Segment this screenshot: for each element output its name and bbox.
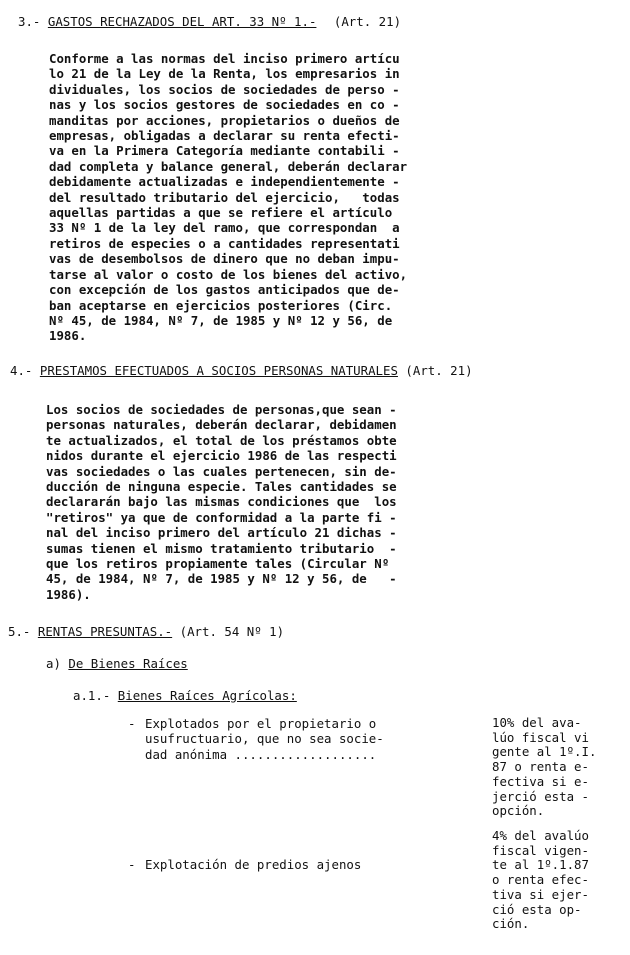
section-3-body	[49, 51, 407, 344]
text-line: debidamente actualizadas e independientemente -	[49, 174, 400, 190]
text-line: vas sociedades o las cuales pertenecen, sin de-	[46, 463, 397, 479]
text-line: ció esta op-	[492, 901, 582, 917]
text-line: Conforme a las normas del inciso primero artícu	[49, 51, 400, 66]
text-line: 33 Nº 1 de la ley del ramo, que correspondan a	[49, 220, 400, 236]
text-line: Explotados por el propietario o	[145, 716, 377, 731]
text-line: 45, de 1984, Nº 7, de 1985 y Nº 12 y 56, de -	[46, 571, 397, 587]
text-line: manditas por acciones, propietarios o dueños de	[49, 112, 400, 128]
item-2-note	[492, 829, 589, 932]
text-line: que los retiros propiamente tales (Circular Nº	[46, 556, 390, 572]
text-line: Los socios de sociedades de personas,que sean -	[46, 402, 397, 417]
text-line: declararán bajo las mismas condiciones que los	[46, 494, 397, 510]
text-line: sumas tienen el mismo tratamiento tributario -	[46, 540, 397, 556]
text-line: nal del inciso primero del artículo 21 dichas -	[46, 525, 397, 541]
section-5-ref: (Art. 54 Nº 1)	[179, 624, 285, 639]
item-1-bullet: -	[128, 716, 136, 731]
text-line: "retiros" ya que de conformidad a la parte fi -	[46, 509, 397, 525]
text-line: con excepción de los gastos anticipados que de-	[49, 282, 400, 298]
subsection-a-heading	[46, 656, 188, 672]
text-line: jerció esta -	[492, 788, 589, 804]
text-line: personas naturales, deberán declarar, debidamen	[46, 417, 397, 433]
subsection-a1-label: a.1.-	[73, 688, 111, 703]
subsection-a-title: De Bienes Raíces	[68, 656, 188, 671]
text-line: dad anónima ...................	[145, 746, 377, 762]
text-line: 1986).	[46, 586, 91, 602]
text-line: usufructuario, que no sea socie-	[145, 731, 384, 747]
text-line: tarse al valor o costo de los bienes del activo,	[49, 266, 408, 282]
text-line: empresas, obligadas a declarar su renta efecti-	[49, 128, 400, 144]
section-4-number: 4.-	[10, 363, 33, 378]
section-3-ref: (Art. 21)	[333, 14, 402, 29]
text-line: tiva si ejer-	[492, 886, 589, 902]
section-4-title: PRESTAMOS EFECTUADOS A SOCIOS PERSONAS NATURALES	[39, 363, 398, 378]
item-2-bullet: -	[128, 857, 136, 872]
subsection-a1-title: Bienes Raíces Agrícolas:	[117, 688, 297, 703]
section-4-body	[46, 402, 397, 602]
item-1-note	[492, 716, 596, 819]
text-line: te actualizados, el total de los préstamos obte	[46, 432, 397, 448]
text-line: lo 21 de la Ley de la Renta, los empresarios in	[49, 66, 400, 82]
text-line: aquellas partidas a que se refiere el artículo	[49, 205, 393, 221]
subsection-a1-heading	[73, 688, 297, 704]
text-line: o renta efec-	[492, 872, 589, 888]
text-line: nidos durante el ejercicio 1986 de las respecti	[46, 448, 397, 464]
section-3-heading	[18, 14, 401, 30]
section-5-heading	[8, 624, 284, 640]
section-5-number: 5.-	[8, 624, 31, 639]
section-3-title: GASTOS RECHAZADOS DEL ART. 33 Nº 1.-	[47, 14, 317, 29]
text-line: te al 1º.1.87	[492, 857, 589, 873]
text-line: del resultado tributario del ejercicio, todas	[49, 189, 400, 205]
section-4-heading	[10, 363, 473, 379]
section-3-number: 3.-	[18, 14, 41, 29]
text-line: fiscal vigen-	[492, 842, 589, 858]
text-line: gente al 1º.I.	[492, 744, 597, 760]
section-5-title: RENTAS PRESUNTAS.-	[37, 624, 173, 639]
text-line: dad completa y balance general, deberán declarar	[49, 158, 408, 174]
text-line: Nº 45, de 1984, Nº 7, de 1985 y Nº 12 y 56, de	[49, 312, 393, 328]
item-2-text	[145, 857, 361, 872]
text-line: fectiva si e-	[492, 773, 589, 789]
text-line: ban aceptarse en ejercicios posteriores (Circ.	[49, 297, 393, 313]
text-line: Explotación de predios ajenos	[145, 857, 362, 872]
text-line: ducción de ninguna especie. Tales cantidades se	[46, 479, 397, 495]
text-line: nas y los socios gestores de sociedades en co -	[49, 97, 400, 113]
item-1-text	[145, 716, 384, 762]
text-line: ción.	[492, 916, 530, 932]
subsection-a-label: a)	[46, 656, 61, 671]
text-line: vas de desembolsos de dinero que no deban impu-	[49, 251, 400, 267]
text-line: lúo fiscal vi	[492, 729, 589, 745]
text-line: 4% del avalúo	[492, 828, 589, 843]
text-line: 87 o renta e-	[492, 759, 589, 775]
text-line: retiros de especies o a cantidades representati	[49, 235, 400, 251]
text-line: 1986.	[49, 328, 87, 344]
text-line: 10% del ava-	[492, 715, 582, 730]
text-line: va en la Primera Categoría mediante contabili -	[49, 143, 400, 159]
section-4-ref: (Art. 21)	[405, 363, 473, 378]
text-line: dividuales, los socios de sociedades de perso -	[49, 81, 400, 97]
text-line: opción.	[492, 803, 545, 819]
